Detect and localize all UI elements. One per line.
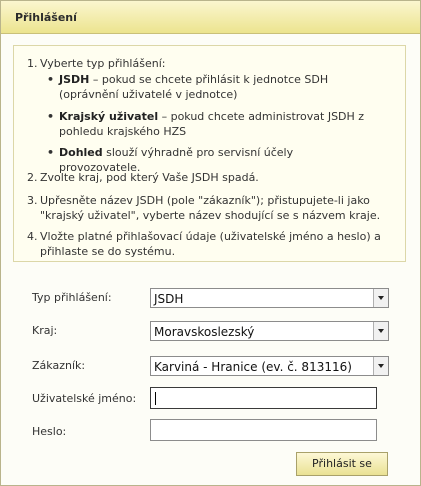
region-select[interactable]: Moravskoslezský (150, 321, 389, 341)
customer-label: Zákazník: (32, 359, 86, 372)
login-type-select[interactable]: JSDH (150, 288, 389, 308)
bullet-icon: • (47, 110, 55, 123)
bullet-icon: • (47, 73, 55, 86)
region-label: Kraj: (32, 324, 58, 337)
text-caret (155, 392, 156, 405)
password-label: Heslo: (32, 425, 67, 438)
chevron-down-icon[interactable] (373, 322, 388, 340)
login-button[interactable]: Přihlásit se (296, 452, 388, 476)
customer-select[interactable]: Karviná - Hranice (ev. č. 813116) (150, 356, 389, 376)
username-input[interactable] (150, 387, 377, 409)
login-type-label: Typ přihlášení: (32, 291, 112, 304)
bullet-icon: • (47, 146, 55, 159)
panel-title: Přihlášení (15, 11, 77, 24)
panel-header (1, 1, 420, 34)
password-input[interactable] (150, 419, 377, 441)
username-label: Uživatelské jméno: (32, 392, 137, 405)
chevron-down-icon[interactable] (373, 357, 388, 375)
instructions-box: 1. Vyberte typ přihlášení: • JSDH – pokud se chcete přihlásit k jednotce SDH (oprávnění uživatelé v jednotce) • Krajský uživatel – pokud chcete administrovat JSDH z pohledu krajského HZS • Dohled slouží výhradně pro servisní účely provozovatele. 2. Zvolte kraj, pod který Vaše JSDH spadá. 3. Upřesněte název JSDH (pole "zákazník"); přistupujete-li jako "krajský uživatel", vyberte název shodující se s názvem kraje. 4. Vložte platné přihlašovací údaje (uživatelské jméno a heslo) a přihlaste se do systému. (13, 45, 406, 262)
chevron-down-icon[interactable] (373, 289, 388, 307)
